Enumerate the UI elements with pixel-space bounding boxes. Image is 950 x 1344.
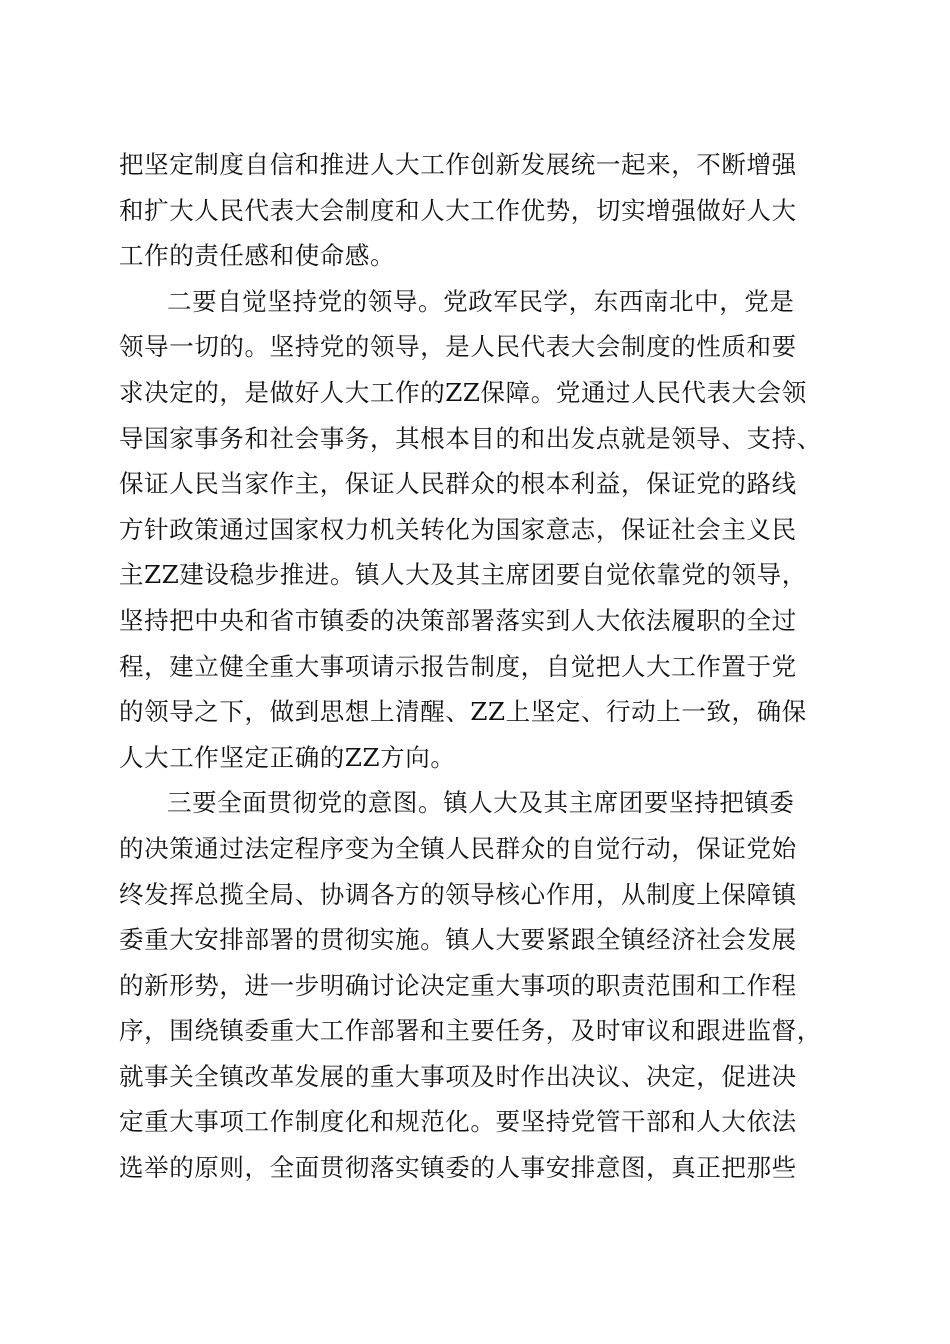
text-line: 的决策通过法定程序变为全镇人民群众的自觉行动，保证党始: [119, 833, 797, 863]
paragraph-start-line: 二要自觉坚持党的领导。党政军民学，东西南北中，党是: [167, 286, 795, 316]
text-line: 委重大安排部署的贯彻实施。镇人大要紧跟全镇经济社会发展: [119, 925, 797, 955]
text-line: 工作的责任感和使命感。: [119, 241, 396, 271]
text-line: 选举的原则，全面贯彻落实镇委的人事安排意图，真正把那些: [119, 1153, 797, 1183]
text-line: 定重大事项工作制度化和规范化。要坚持党管干部和人大依法: [119, 1107, 797, 1137]
body-text: [119, 142, 839, 1191]
text-line: 和扩大人民代表大会制度和人大工作优势，切实增强做好人大: [119, 195, 797, 225]
text-line: 方针政策通过国家权力机关转化为国家意志，保证社会主义民: [119, 514, 797, 544]
text-line: 导国家事务和社会事务，其根本目的和出发点就是领导、支持、: [119, 423, 822, 453]
text-line: 主ZZ建设稳步推进。镇人大及其主席团要自觉依靠党的领导，: [119, 560, 807, 590]
text-line: 坚持把中央和省市镇委的决策部署落实到人大依法履职的全过: [119, 605, 797, 635]
text-line: 把坚定制度自信和推进人大工作创新发展统一起来，不断增强: [119, 150, 797, 179]
text-line: 人大工作坚定正确的ZZ方向。: [119, 742, 456, 772]
text-line: 的领导之下，做到思想上清醒、ZZ上坚定、行动上一致，确保: [119, 697, 807, 727]
text-line: 就事关全镇改革发展的重大事项及时作出决议、决定，促进决: [119, 1061, 797, 1091]
text-line: 保证人民当家作主，保证人民群众的根本利益，保证党的路线: [119, 469, 797, 499]
paragraph-start-line: 三要全面贯彻党的意图。镇人大及其主席团要坚持把镇委: [167, 788, 795, 818]
text-line: 求决定的，是做好人大工作的ZZ保障。党通过人民代表大会领: [119, 377, 807, 407]
text-line: 程，建立健全重大事项请示报告制度，自觉把人大工作置于党: [119, 651, 797, 681]
text-line: 序，围绕镇委重大工作部署和主要任务，及时审议和跟进监督，: [119, 1016, 822, 1046]
text-line: 的新形势，进一步明确讨论决定重大事项的职责范围和工作程: [119, 970, 797, 1000]
text-line: 终发挥总揽全局、协调各方的领导核心作用，从制度上保障镇: [119, 879, 797, 909]
text-line: 领导一切的。坚持党的领导，是人民代表大会制度的性质和要: [119, 332, 797, 362]
